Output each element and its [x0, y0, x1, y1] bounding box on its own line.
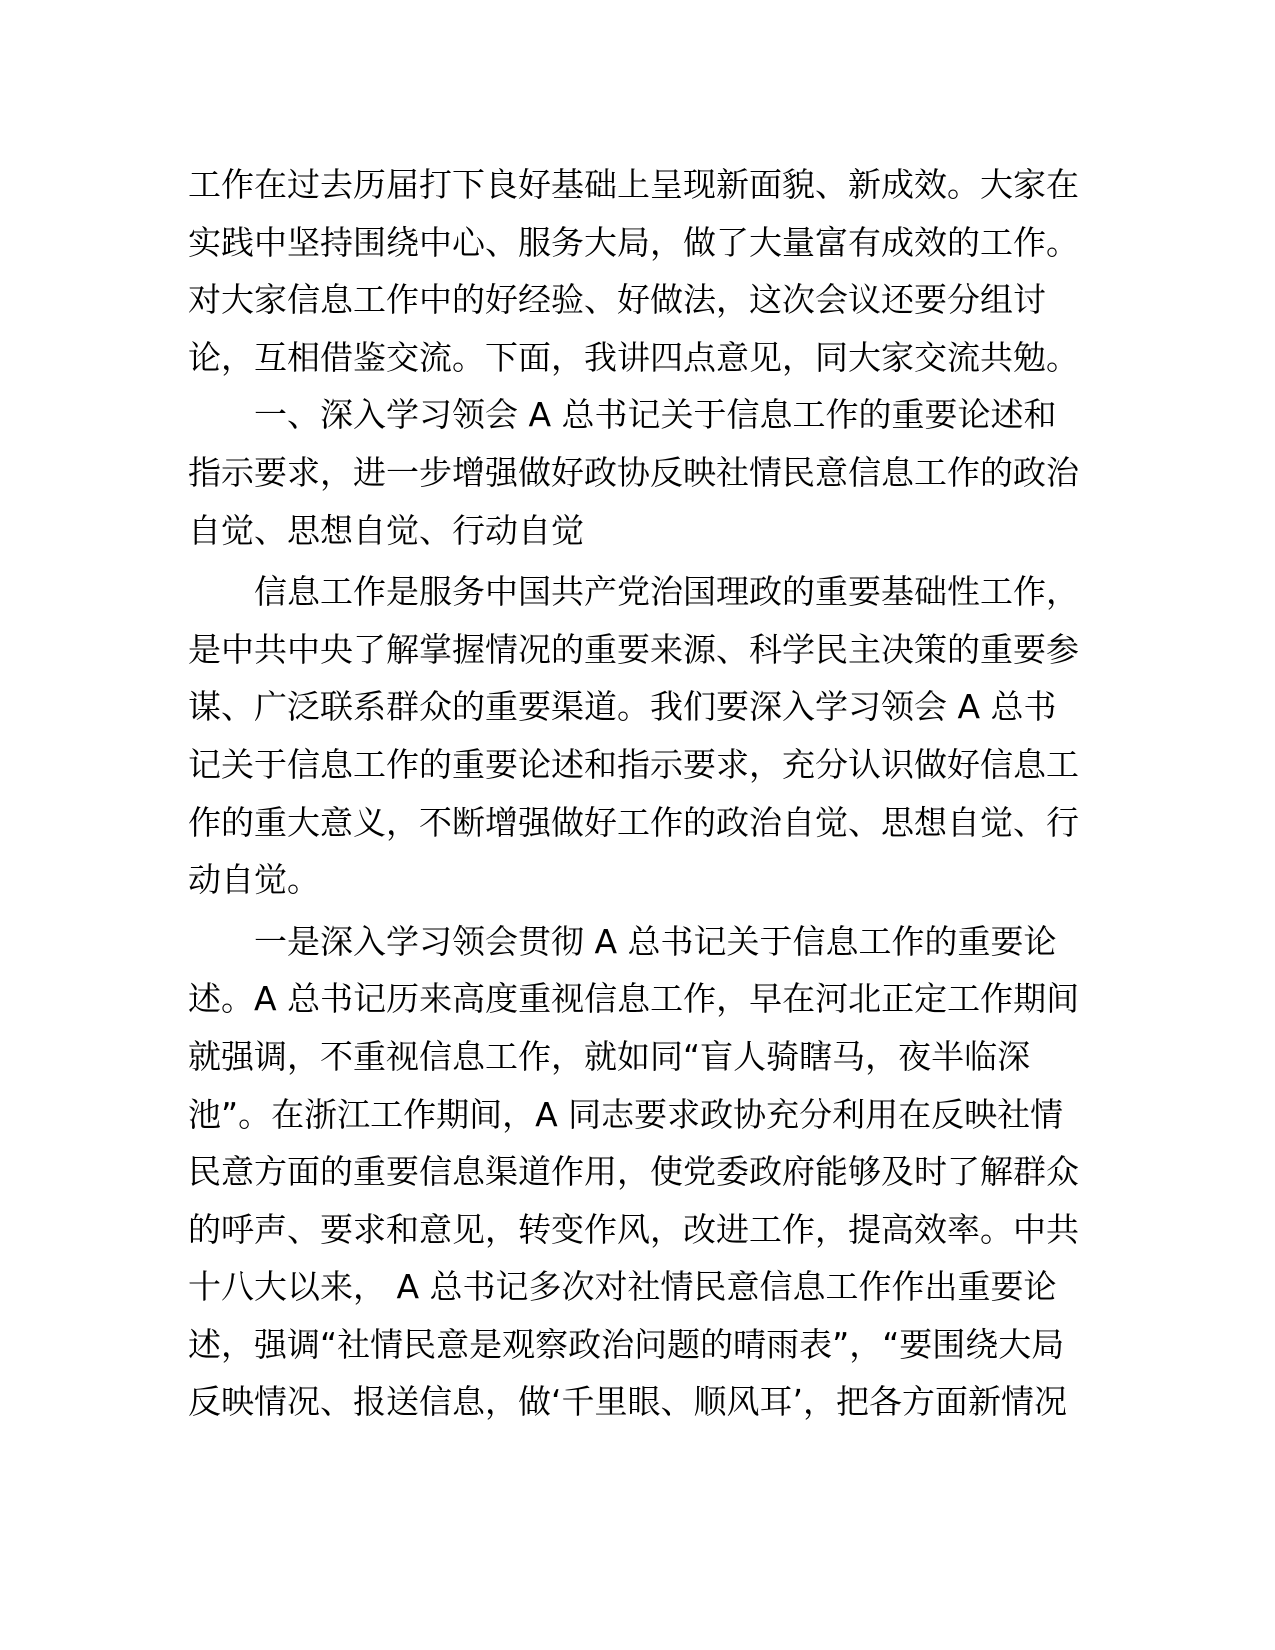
section-heading-line: 一、深入学习领会 A 总书记关于信息工作的重要论述和	[254, 395, 1057, 435]
text-line: 十八大以来， A 总书记多次对社情民意信息工作作出重要论	[188, 1267, 1057, 1307]
text-line: 记关于信息工作的重要论述和指示要求，充分认识做好信息工	[188, 744, 1079, 784]
text-line: 的呼声、要求和意见，转变作风，改进工作，提高效率。中共	[188, 1209, 1079, 1249]
section-heading-line: 指示要求，进一步增强做好政协反映社情民意信息工作的政治	[188, 452, 1079, 492]
text-line: 民意方面的重要信息渠道作用，使党委政府能够及时了解群众	[188, 1152, 1079, 1192]
text-line: 工作在过去历届打下良好基础上呈现新面貌、新成效。大家在	[188, 165, 1079, 204]
text-line: 对大家信息工作中的好经验、好做法，这次会议还要分组讨	[188, 280, 1046, 320]
text-line: 谋、广泛联系群众的重要渠道。我们要深入学习领会 A 总书	[188, 687, 1057, 727]
text-line: 作的重大意义，不断增强做好工作的政治自觉、思想自觉、行	[188, 802, 1079, 842]
text-line: 述。A 总书记历来高度重视信息工作，早在河北正定工作期间	[188, 979, 1080, 1019]
text-line: 信息工作是服务中国共产党治国理政的重要基础性工作，	[254, 572, 1079, 612]
text-line: 就强调，不重视信息工作，就如同“盲人骑瞎马，夜半临深	[188, 1036, 1031, 1076]
text-line: 是中共中央了解掌握情况的重要来源、科学民主决策的重要参	[188, 629, 1079, 669]
text-line: 实践中坚持围绕中心、服务大局，做了大量富有成效的工作。	[188, 222, 1079, 262]
text-line: 反映情况、报送信息，做‘千里眼、顺风耳’，把各方面新情况	[188, 1382, 1067, 1422]
text-line: 一是深入学习领会贯彻 A 总书记关于信息工作的重要论	[254, 921, 1057, 961]
text-line: 论，互相借鉴交流。下面，我讲四点意见，同大家交流共勉。	[188, 337, 1079, 377]
document-body	[188, 156, 1083, 1431]
text-line: 池”。在浙江工作期间，A 同志要求政协充分利用在反映社情	[188, 1094, 1064, 1134]
section-heading-line: 自觉、思想自觉、行动自觉	[188, 510, 584, 550]
text-line: 述，强调“社情民意是观察政治问题的晴雨表”，“要围绕大局	[188, 1324, 1065, 1364]
text-line: 动自觉。	[188, 860, 320, 900]
